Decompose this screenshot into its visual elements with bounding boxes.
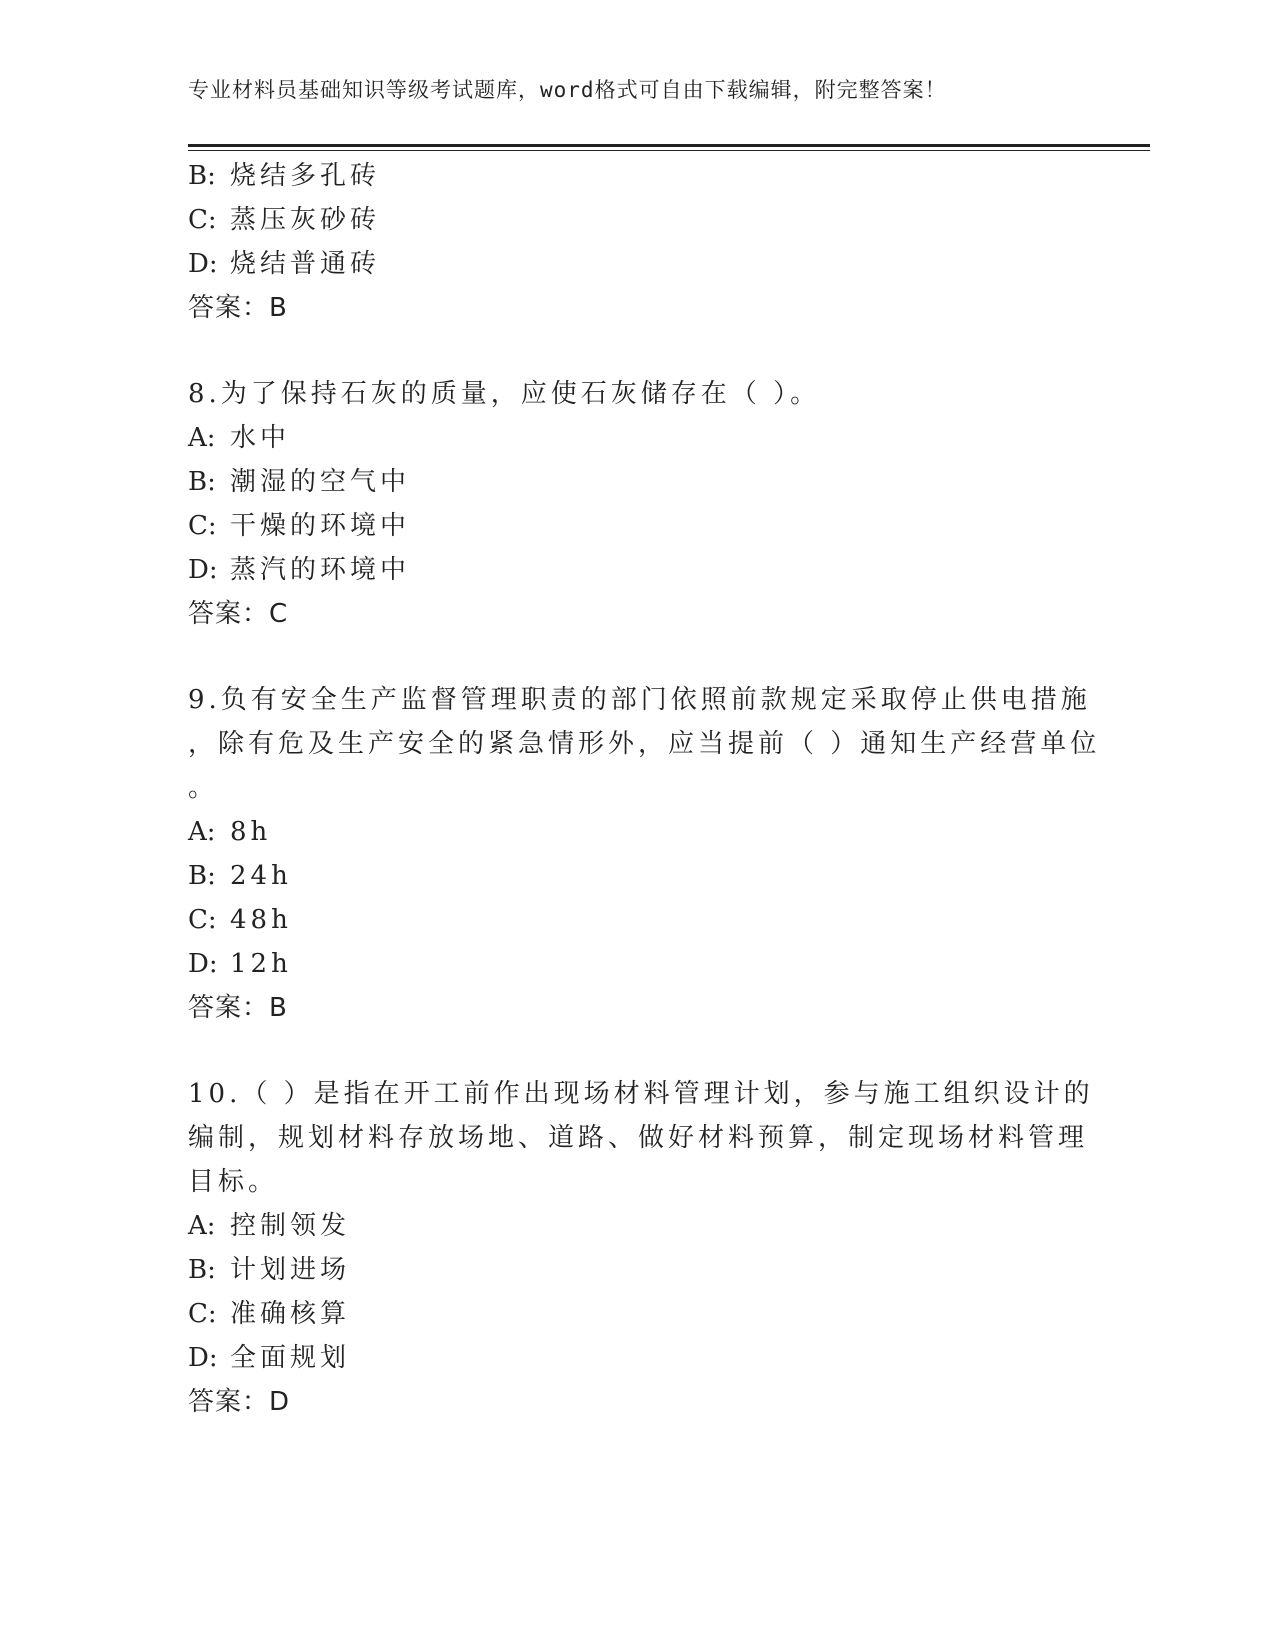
option-text: 潮湿的空气中 xyxy=(230,467,411,497)
q10-option-c xyxy=(188,1298,350,1330)
option-text: 水中 xyxy=(230,423,291,453)
option-label: B: xyxy=(188,1255,216,1285)
q10-answer: 答案：D xyxy=(188,1387,291,1417)
option-text: 24h xyxy=(230,861,292,891)
q10-stem-line-3: 目标。 xyxy=(188,1167,279,1197)
q8-option-d xyxy=(188,554,410,586)
option-label: D: xyxy=(188,249,218,279)
q9-stem-line-3: 。 xyxy=(188,773,219,803)
option-text: 准确核算 xyxy=(230,1299,351,1329)
q9-stem-line-1: 9.负有安全生产监督管理职责的部门依照前款规定采取停止供电措施 xyxy=(188,685,1091,715)
option-text: 控制领发 xyxy=(230,1211,351,1241)
option-text: 烧结普通砖 xyxy=(230,249,381,279)
option-text: 12h xyxy=(230,949,292,979)
q10-option-b xyxy=(188,1254,350,1286)
q9-option-b xyxy=(188,860,292,892)
q9-option-a xyxy=(188,816,271,848)
option-text: 8h xyxy=(230,817,272,847)
q8-option-c xyxy=(188,510,410,542)
q8-answer: 答案：C xyxy=(188,599,289,629)
q7-answer: 答案：B xyxy=(188,293,288,323)
option-label: D: xyxy=(188,555,218,585)
option-label: B: xyxy=(188,861,216,891)
q7-option-d xyxy=(188,248,380,280)
q10-stem-line-2: 编制，规划材料存放场地、道路、做好材料预算，制定现场材料管理 xyxy=(188,1123,1089,1153)
option-text: 蒸压灰砂砖 xyxy=(230,205,381,235)
q9-option-c xyxy=(188,904,292,936)
option-label: A: xyxy=(188,817,216,847)
q10-stem-line-1: 10.（ ）是指在开工前作出现场材料管理计划，参与施工组织设计的 xyxy=(188,1079,1094,1109)
q9-option-d xyxy=(188,948,292,980)
option-label: B: xyxy=(188,161,216,191)
page-header: 专业材料员基础知识等级考试题库，word格式可自由下载编辑，附完整答案！ xyxy=(188,78,947,102)
option-label: C: xyxy=(188,511,217,541)
option-label: C: xyxy=(188,1299,217,1329)
option-text: 计划进场 xyxy=(230,1255,351,1285)
option-text: 全面规划 xyxy=(230,1343,351,1373)
q7-option-b xyxy=(188,160,380,192)
option-label: A: xyxy=(188,1211,216,1241)
q10-option-d xyxy=(188,1342,350,1374)
option-text: 48h xyxy=(230,905,292,935)
option-label: D: xyxy=(188,1343,218,1373)
q8-stem: 8.为了保持石灰的质量，应使石灰储存在（ ）。 xyxy=(188,379,821,409)
header-rule-thick xyxy=(188,144,1150,147)
option-label: A: xyxy=(188,423,216,453)
q10-option-a xyxy=(188,1210,350,1242)
q7-option-c xyxy=(188,204,380,236)
option-text: 烧结多孔砖 xyxy=(230,161,381,191)
option-text: 干燥的环境中 xyxy=(230,511,411,541)
q9-answer: 答案：B xyxy=(188,993,288,1023)
option-label: C: xyxy=(188,205,217,235)
q8-option-a xyxy=(188,422,290,454)
option-text: 蒸汽的环境中 xyxy=(230,555,411,585)
q9-stem-line-2: ，除有危及生产安全的紧急情形外，应当提前（ ）通知生产经营单位 xyxy=(188,729,1101,759)
option-label: C: xyxy=(188,905,217,935)
q8-option-b xyxy=(188,466,410,498)
header-rule-thin xyxy=(188,150,1150,151)
option-label: B: xyxy=(188,467,216,497)
option-label: D: xyxy=(188,949,218,979)
